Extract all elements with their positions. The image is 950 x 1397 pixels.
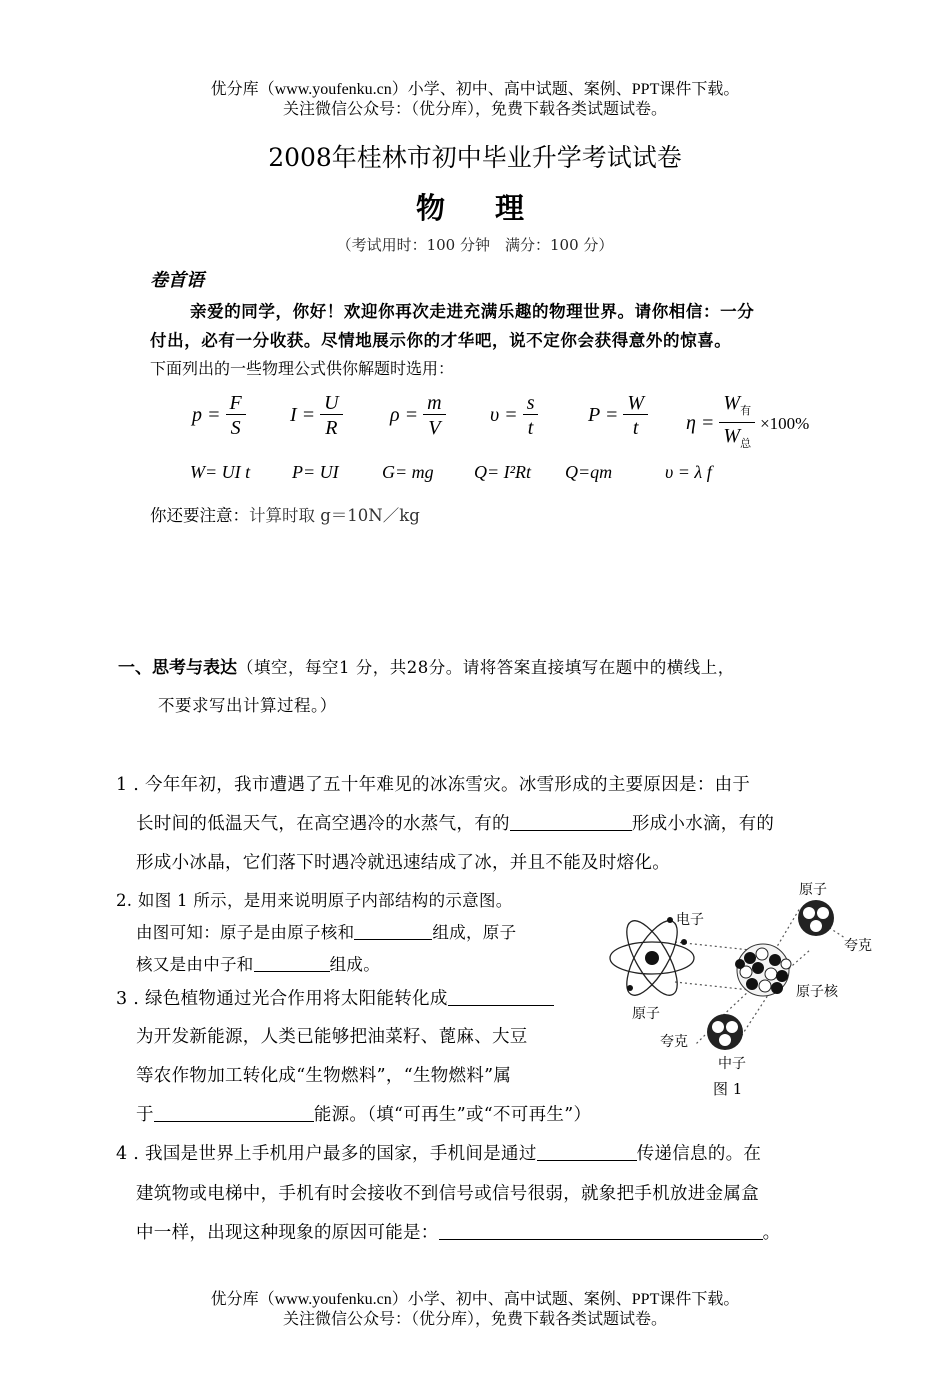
preface-text-2: 付出，必有一分收获。尽情地展示你的才华吧，说不定你会获得意外的惊喜。 — [150, 331, 732, 350]
formula-fuel-heat: Q=qm — [565, 462, 613, 482]
formula-lhs: υ = — [490, 404, 518, 427]
formula-current — [290, 392, 343, 441]
question-3-line-3: 等农作物加工转化成“生物燃料”，“生物燃料”属 — [136, 1066, 512, 1086]
formula-tail: ×100% — [760, 414, 810, 434]
label-neutron: 中子 — [718, 1056, 746, 1072]
formula-num: m — [423, 392, 445, 415]
label-atom-top: 原子 — [799, 882, 827, 898]
label-nucleus: 原子核 — [796, 984, 838, 1000]
formula-velocity — [490, 392, 538, 441]
q4-text-b: 传递信息的。在 — [636, 1144, 762, 1164]
q3-answer-blank-2[interactable] — [154, 1103, 314, 1122]
q4-answer-blank-2[interactable] — [439, 1221, 763, 1240]
question-1-line-2 — [136, 810, 774, 835]
formula-lhs: p = — [192, 404, 221, 427]
question-3-line-4 — [136, 1101, 591, 1126]
q2-text-a: 由图可知：原子是由原子核和 — [136, 923, 355, 942]
formula-efficiency — [686, 392, 809, 457]
formula-num: U — [320, 392, 342, 415]
subject-title: 物理 — [415, 191, 574, 225]
q3-text-a: 3 . 绿色植物通过光合作用将太阳能转化成 — [116, 989, 448, 1009]
q1-text-b: 形成小水滴，有的 — [631, 814, 775, 834]
q4-text-d: 。 — [762, 1223, 781, 1243]
section-1-note-1: （填空，每空1 分，共28分。请将答案直接填写在题中的横线上， — [237, 658, 735, 677]
nucleus-icon — [735, 944, 791, 996]
atom-structure-figure — [600, 880, 890, 1105]
q3-text-b: 于 — [136, 1105, 154, 1125]
q2-text-c: 核又是由中子和 — [136, 955, 254, 974]
question-4-line-1 — [116, 1140, 761, 1165]
formula-den: V — [428, 417, 441, 439]
formula-den: t — [632, 417, 639, 439]
q4-answer-blank-1[interactable] — [537, 1142, 637, 1161]
section-1-note-2: 不要求写出计算过程。） — [158, 696, 337, 715]
q4-text-a: 4 . 我国是世界上手机用户最多的国家，手机间是通过 — [116, 1144, 537, 1164]
formula-pressure — [192, 392, 246, 441]
header-line-2: 关注微信公众号：（优分库），免费下载各类试题试卷。 — [282, 101, 667, 118]
question-4-line-3 — [136, 1219, 780, 1244]
question-2-line-3 — [136, 951, 380, 975]
note-text: 计算时取 g＝10N／kg — [249, 506, 420, 525]
formula-electric-work: W= UI t — [190, 462, 251, 482]
q2-answer-blank-2[interactable] — [254, 953, 330, 972]
formula-num-sub: 有 — [740, 405, 752, 417]
header-line-1: 优分库（www.youfenku.cn）小学、初中、高中试题、案例、PPT课件下载。 — [210, 81, 740, 98]
formula-den: S — [230, 417, 241, 439]
footer-line-1: 优分库（www.youfenku.cn）小学、初中、高中试题、案例、PPT课件下载。 — [210, 1291, 740, 1308]
formula-lhs: P = — [588, 404, 619, 427]
formula-intro: 下面列出的一些物理公式供你解题时选用： — [150, 359, 455, 378]
neutron-quark-icon — [707, 1014, 743, 1050]
footer-line-2: 关注微信公众号：（优分库），免费下载各类试题试卷。 — [282, 1311, 667, 1328]
question-1-line-1: 1 . 今年年初，我市遭遇了五十年难见的冰冻雪灾。冰雪形成的主要原因是：由于 — [116, 775, 751, 795]
q3-text-c: 能源。（填“可再生”或“不可再生”） — [313, 1105, 592, 1125]
formula-num: F — [226, 392, 246, 415]
question-4-line-2: 建筑物或电梯中，手机有时会接收不到信号或信号很弱，就象把手机放进金属盒 — [136, 1184, 759, 1204]
proton-quark-icon — [798, 900, 834, 936]
label-electron: 电子 — [676, 912, 704, 928]
formula-den: R — [325, 417, 338, 439]
preface-text-1: 亲爱的同学，你好！欢迎你再次走进充满乐趣的物理世界。请你相信：一分 — [190, 302, 755, 321]
note-label: 你还要注意： — [150, 506, 249, 525]
preface-heading: 卷首语 — [150, 270, 204, 291]
formula-lhs: η = — [686, 412, 715, 435]
formula-lhs: ρ = — [390, 404, 419, 427]
formula-power — [588, 392, 648, 441]
q2-text-d: 组成。 — [329, 955, 381, 974]
q2-answer-blank-1[interactable] — [354, 921, 432, 940]
formula-wave-speed: υ = λ f — [665, 462, 712, 482]
question-1-line-3: 形成小冰晶，它们落下时遇冷就迅速结成了冰，并且不能及时熔化。 — [136, 853, 670, 873]
label-quark-bottom: 夸克 — [660, 1034, 688, 1050]
note-line — [150, 502, 420, 526]
label-quark-top: 夸克 — [844, 938, 872, 954]
exam-title: 2008年桂林市初中毕业升学考试试卷 — [268, 143, 682, 172]
exam-meta: （考试用时：100 分钟 满分：100 分） — [336, 236, 614, 254]
question-3-line-1 — [116, 985, 554, 1010]
question-2-line-2 — [136, 919, 516, 943]
formula-den: t — [527, 417, 534, 439]
formula-gravity: G= mg — [382, 462, 434, 482]
q1-answer-blank[interactable] — [510, 812, 632, 831]
q2-text-b: 组成，原子 — [432, 923, 517, 942]
formula-num: s — [523, 392, 539, 415]
figure-caption: 图 1 — [713, 1080, 743, 1098]
formula-electric-power: P= UI — [292, 462, 339, 482]
section-1-heading — [118, 653, 735, 678]
formula-density — [390, 392, 446, 441]
section-1-title: 一、思考与表达 — [118, 658, 237, 678]
q3-answer-blank-1[interactable] — [448, 987, 554, 1006]
q4-text-c: 中一样，出现这种现象的原因可能是： — [136, 1223, 439, 1243]
question-2-line-1: 2. 如图 1 所示，是用来说明原子内部结构的示意图。 — [116, 891, 513, 910]
question-3-line-2: 为开发新能源，人类已能够把油菜籽、蓖麻、大豆 — [136, 1027, 528, 1047]
formula-den: W — [723, 425, 741, 447]
formula-joule-heat: Q= I²Rt — [474, 462, 532, 482]
formula-lhs: I = — [290, 404, 316, 427]
formula-num: W — [623, 392, 648, 415]
label-atom-left: 原子 — [632, 1006, 660, 1022]
q1-text-a: 长时间的低温天气，在高空遇冷的水蒸气，有的 — [136, 814, 510, 834]
formula-den-sub: 总 — [740, 438, 752, 450]
formula-num: W — [723, 392, 741, 414]
